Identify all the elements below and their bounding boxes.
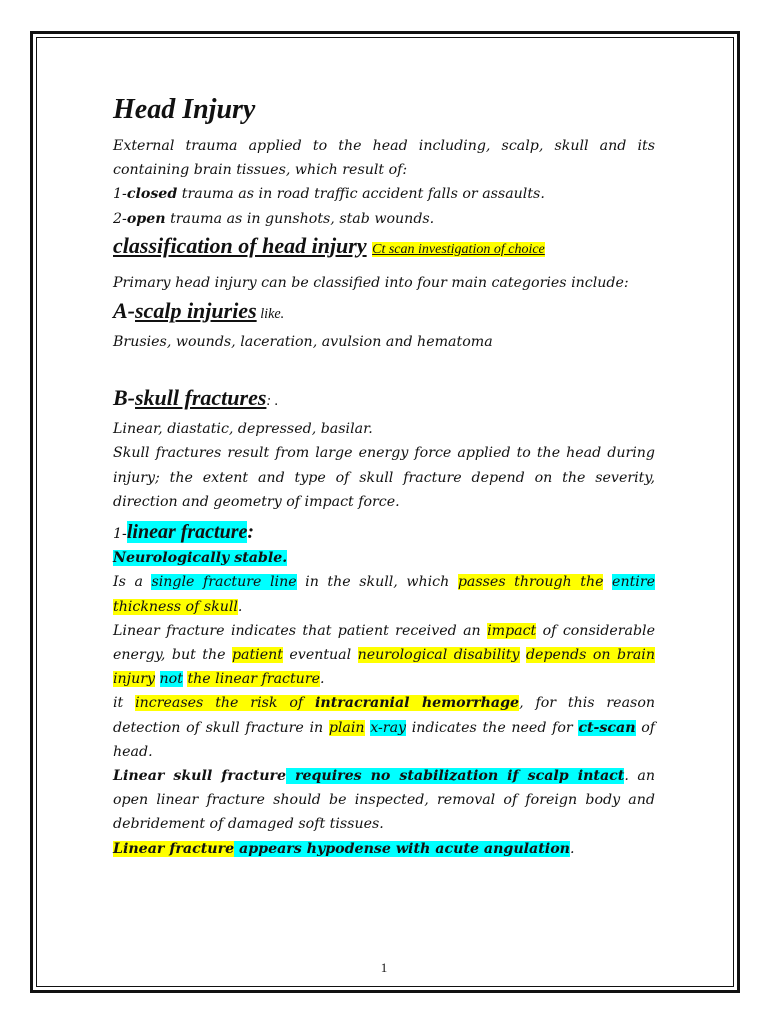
linear-paragraph-2: Linear fracture indicates that patient received an impact of considerable energy, but the patient eventual neurological disability depends on brain injury not the linear fracture. xyxy=(113,622,655,688)
linear-paragraph-5: Linear fracture appears hypodense with acute angulation. xyxy=(113,840,575,857)
linear-paragraph-3: it increases the risk of intracranial hemorrhage, for this reason detection of skull fracture in plain x-ray indicates the need for ct-scan of head. xyxy=(113,695,655,760)
classification-heading: classification of head injury Ct scan investigation of choice xyxy=(113,232,545,258)
classification-note: Ct scan investigation of choice xyxy=(372,241,545,257)
intro-paragraph: External trauma applied to the head including, scalp, skull and its containing brain tissues, which result of: xyxy=(113,138,655,179)
primary-paragraph: Primary head injury can be classified into four main categories include: xyxy=(113,274,629,291)
skull-types: Linear, diastatic, depressed, basilar. xyxy=(113,421,373,438)
skull-heading: B-skull fractures: . xyxy=(113,385,279,411)
linear-paragraph-4: Linear skull fracture requires no stabilization if scalp intact. an open linear fracture should be inspected, removal of foreign body and debridement of damaged soft tissues. xyxy=(113,768,655,833)
page-title: Head Injury xyxy=(113,94,256,125)
linear-stable: Neurologically stable. xyxy=(113,550,288,567)
type-open: 2-open trauma as in gunshots, stab wounds. xyxy=(113,210,435,227)
scalp-text: Brusies, wounds, laceration, avulsion and hematoma xyxy=(113,334,493,351)
page-number: 1 xyxy=(380,960,388,975)
scalp-heading: A-scalp injuries like. xyxy=(113,298,285,324)
document-body xyxy=(113,92,655,861)
linear-heading: 1-linear fracture: xyxy=(113,521,255,544)
type-closed: 1-closed trauma as in road traffic accident falls or assaults. xyxy=(113,186,545,203)
linear-paragraph-1: Is a single fracture line in the skull, which passes through the entire thickness of skull. xyxy=(113,574,655,615)
skull-description: Skull fractures result from large energy force applied to the head during injury; the extent and type of skull fracture depend on the severity, direction and geometry of impact force. xyxy=(113,445,655,510)
